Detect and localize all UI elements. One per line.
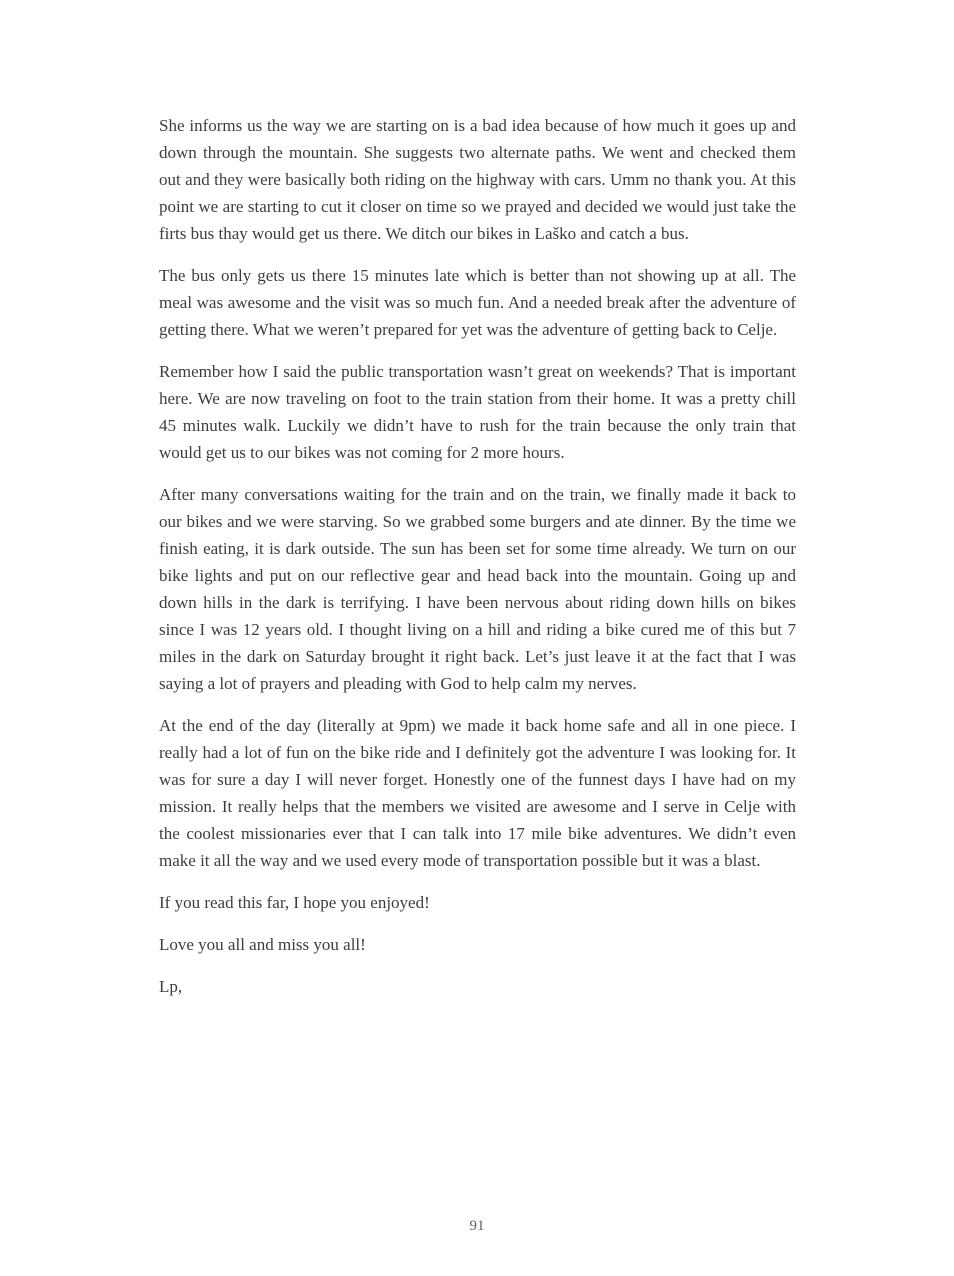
closing-line: Love you all and miss you all! [159,935,366,954]
body-paragraph: Remember how I said the public transportation wasn’t great on weekends? That is important here. We are now traveling on foot to the train station from their home. It was a pretty chill 45 minutes walk. Luckily we didn’t have to rush for the train because the only train that would get us to our bikes was not coming for 2 more hours. [159,362,796,462]
body-paragraph: The bus only gets us there 15 minutes late which is better than not showing up at all. The meal was awesome and the visit was so much fun. And a needed break after the adventure of getting there. What we weren’t prepared for yet was the adventure of getting back to Celje. [159,266,796,339]
signature-line: Lp, [159,977,183,996]
letter-body [159,112,796,1015]
body-paragraph: She informs us the way we are starting on is a bad idea because of how much it goes up and down through the mountain. She suggests two alternate paths. We went and checked them out and they were basically both riding on the highway with cars. Umm no thank you. At this point we are starting to cut it closer on time so we prayed and decided we would just take the firts bus thay would get us there. We ditch our bikes in Laško and catch a bus. [159,116,796,243]
body-paragraph: After many conversations waiting for the train and on the train, we finally made it back to our bikes and we were starving. So we grabbed some burgers and ate dinner. By the time we finish eating, it is dark outside. The sun has been set for some time already. We turn on our bike lights and put on our reflective gear and head back into the mountain. Going up and down hills in the dark is terrifying. I have been nervous about riding down hills on bikes since I was 12 years old. I thought living on a hill and riding a bike cured me of this but 7 miles in the dark on Saturday brought it right back. Let’s just leave it at the fact that I was saying a lot of prayers and pleading with God to help calm my nerves. [159,485,796,693]
closing-line: If you read this far, I hope you enjoyed! [159,893,430,912]
page-number: 91 [469,1218,485,1234]
body-paragraph: At the end of the day (literally at 9pm) we made it back home safe and all in one piece. I really had a lot of fun on the bike ride and I definitely got the adventure I was looking for. It was for sure a day I will never forget. Honestly one of the funnest days I have had on my mission. It really helps that the members we visited are awesome and I serve in Celje with the coolest missionaries ever that I can talk into 17 mile bike adventures. We didn’t even make it all the way and we used every mode of transportation possible but it was a blast. [159,716,796,870]
